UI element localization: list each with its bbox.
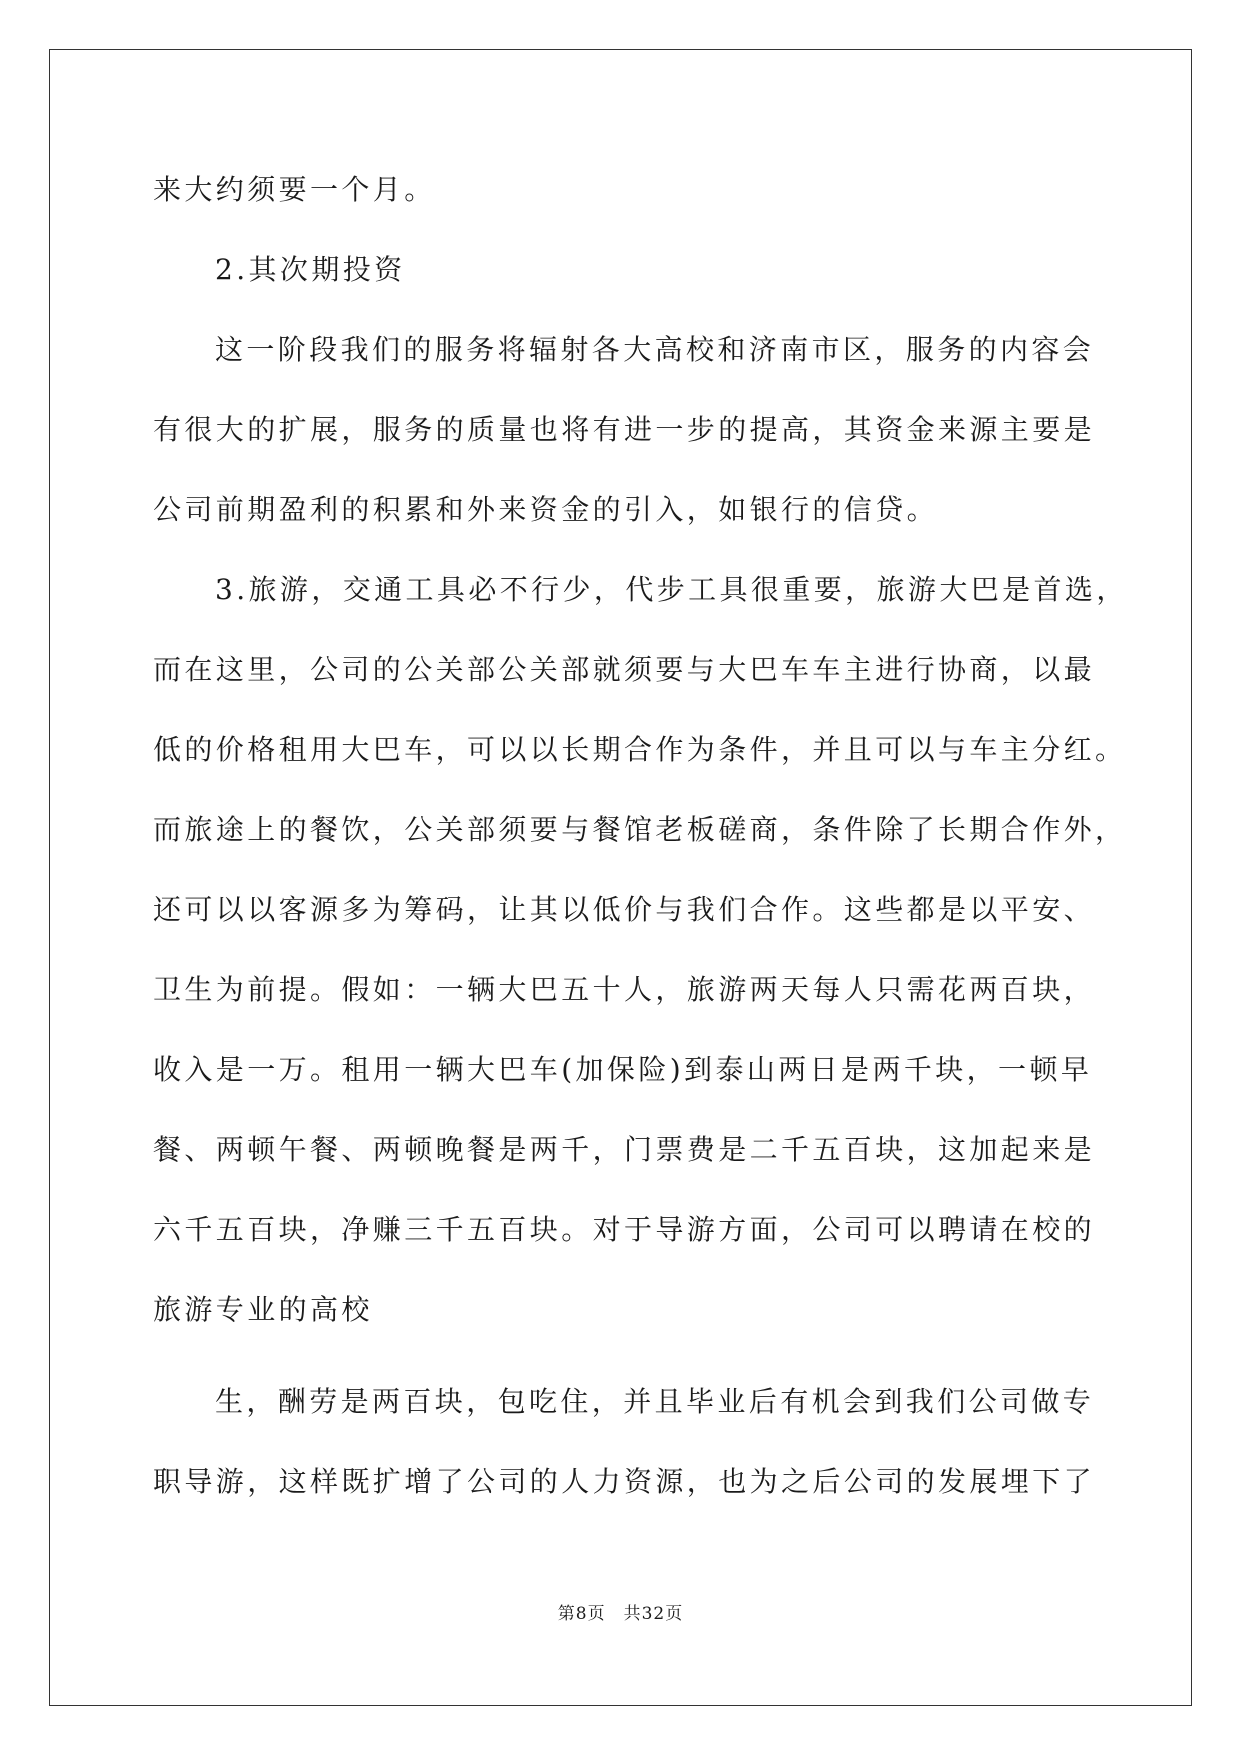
text-line: 还可以以客源多为筹码，让其以低价与我们合作。这些都是以平安、 — [153, 893, 1096, 926]
text-line: 而在这里，公司的公关部公关部就须要与大巴车车主进行协商，以最 — [153, 653, 1096, 686]
text-line: 卫生为前提。假如：一辆大巴五十人，旅游两天每人只需花两百块， — [153, 973, 1096, 1006]
page-total: 共32页 — [623, 1604, 684, 1624]
text-line: 旅游专业的高校 — [153, 1293, 373, 1326]
section-heading: 2.其次期投资 — [215, 253, 406, 286]
text-line: 职导游，这样既扩增了公司的人力资源，也为之后公司的发展埋下了 — [153, 1465, 1096, 1498]
text-line: 收入是一万。租用一辆大巴车(加保险)到泰山两日是两千块，一顿早 — [153, 1053, 1093, 1086]
page-footer — [0, 1602, 1241, 1626]
text-line: 餐、两顿午餐、两顿晚餐是两千，门票费是二千五百块，这加起来是 — [153, 1133, 1096, 1166]
text-line: 公司前期盈利的积累和外来资金的引入，如银行的信贷。 — [153, 493, 939, 526]
text-line: 这一阶段我们的服务将辐射各大高校和济南市区，服务的内容会 — [215, 333, 1095, 366]
text-line: 有很大的扩展，服务的质量也将有进一步的提高，其资金来源主要是 — [153, 413, 1096, 446]
text-line: 六千五百块，净赚三千五百块。对于导游方面，公司可以聘请在校的 — [153, 1213, 1096, 1246]
text-line: 生，酬劳是两百块，包吃住，并且毕业后有机会到我们公司做专 — [215, 1385, 1095, 1418]
page-number: 第8页 — [557, 1604, 606, 1624]
text-line: 而旅途上的餐饮，公关部须要与餐馆老板磋商，条件除了长期合作外， — [153, 813, 1127, 846]
text-line: 来大约须要一个月。 — [153, 173, 436, 206]
text-line: 3.旅游，交通工具必不行少，代步工具很重要，旅游大巴是首选， — [215, 573, 1128, 606]
page-border — [49, 49, 1192, 1706]
text-line: 低的价格租用大巴车，可以以长期合作为条件，并且可以与车主分红。 — [153, 733, 1127, 766]
